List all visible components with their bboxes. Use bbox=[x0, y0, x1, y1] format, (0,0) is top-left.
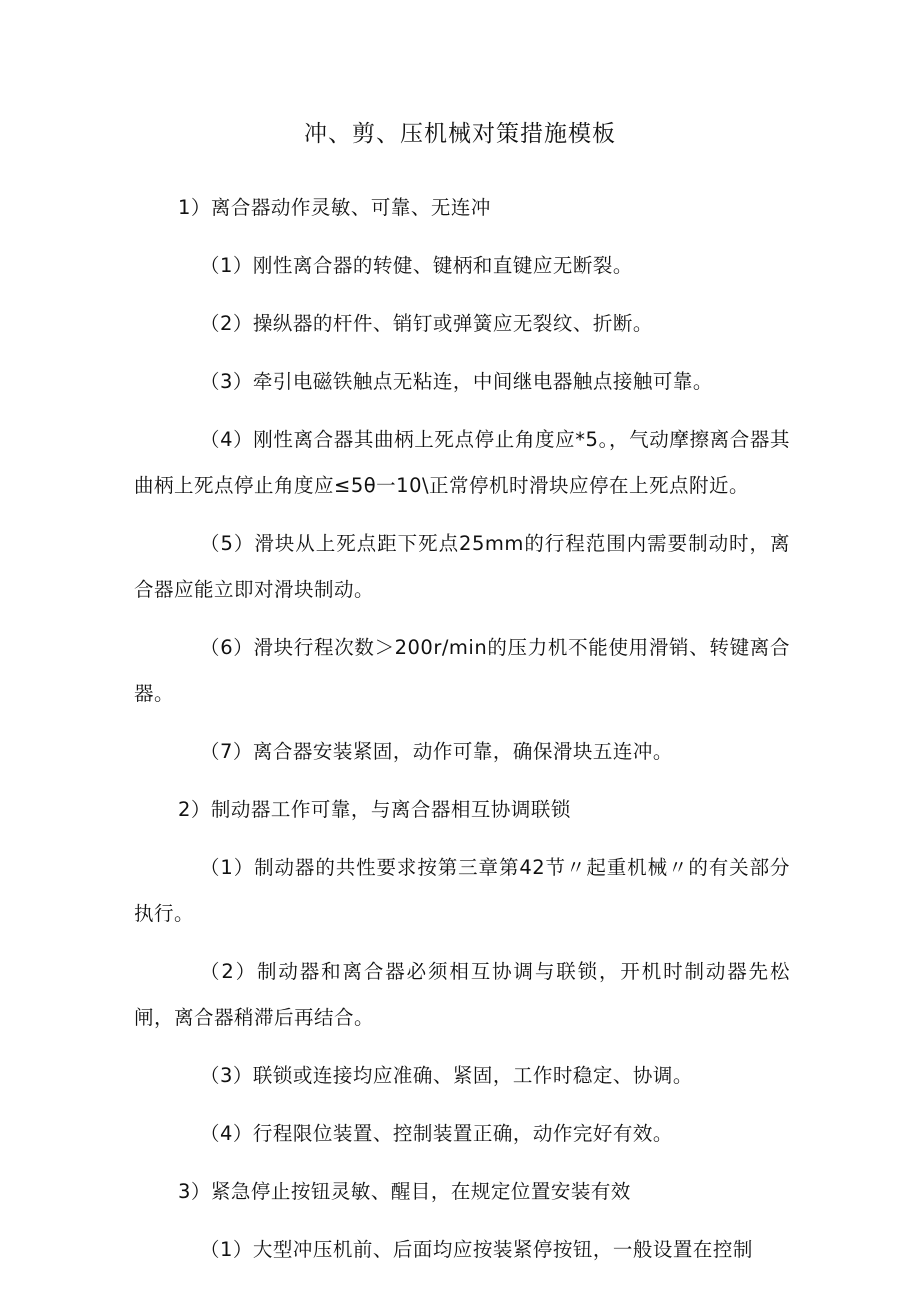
paragraph-item: （3）牵引电磁铁触点无粘连，中间继电器触点接触可靠。 bbox=[200, 370, 713, 393]
paragraph-item: （5）滑块从上死点距下死点25mm的行程范围内需要制动时，离合器应能立即对滑块制动。 bbox=[134, 532, 790, 601]
paragraph-item: （4）行程限位装置、控制装置正确，动作完好有效。 bbox=[200, 1122, 673, 1145]
paragraph-item: （3）联锁或连接均应准确、紧固，工作时稳定、协调。 bbox=[200, 1064, 693, 1087]
document-title: 冲、剪、压机械对策措施模板 bbox=[304, 121, 616, 147]
paragraph-item: （1）刚性离合器的转健、键柄和直键应无断裂。 bbox=[200, 254, 633, 277]
section-heading-1: 1）离合器动作灵敏、可靠、无连冲 bbox=[178, 196, 491, 219]
section-heading-2: 2）制动器工作可靠，与离合器相互协调联锁 bbox=[178, 798, 571, 821]
paragraph-item: （2）操纵器的杆件、销钉或弹簧应无裂纹、折断。 bbox=[200, 312, 653, 335]
document-body bbox=[134, 185, 790, 1285]
paragraph-item: （1）制动器的共性要求按第三章第42节〃起重机械〃的有关部分执行。 bbox=[134, 856, 790, 925]
section-heading-3: 3）紧急停止按钮灵敏、醒目，在规定位置安装有效 bbox=[178, 1180, 631, 1203]
paragraph-item: （1）大型冲压机前、后面均应按装紧停按钮，一般设置在控制 bbox=[200, 1238, 753, 1261]
paragraph-item: （6）滑块行程次数＞200r/min的压力机不能使用滑销、转键离合器。 bbox=[134, 636, 790, 705]
paragraph-item: （2）制动器和离合器必须相互协调与联锁，开机时制动器先松闸，离合器稍滞后再结合。 bbox=[134, 960, 790, 1029]
paragraph-item: （7）离合器安装紧固，动作可靠，确保滑块五连冲。 bbox=[200, 740, 673, 763]
paragraph-item: （4）刚性离合器其曲柄上死点停止角度应*5。，气动摩擦离合器其曲柄上死点停止角度应≤5θ一10\正常停机时滑块应停在上死点附近。 bbox=[134, 428, 790, 497]
